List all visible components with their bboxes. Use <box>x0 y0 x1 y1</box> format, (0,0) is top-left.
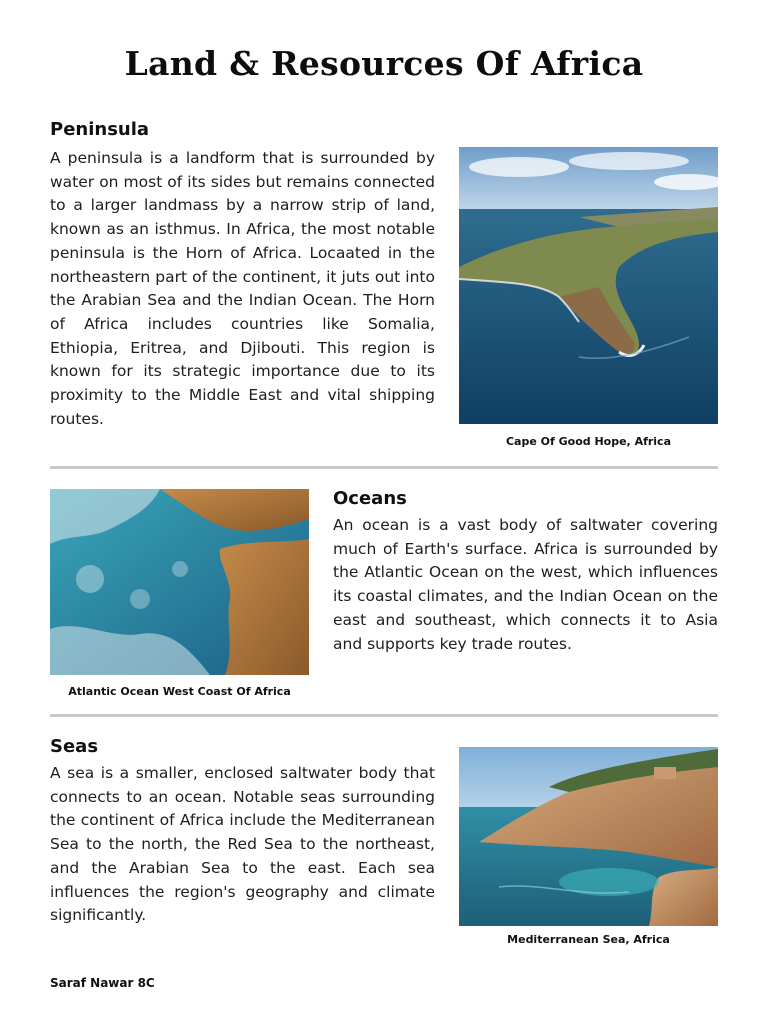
section-heading-peninsula: Peninsula <box>50 119 150 140</box>
cape-of-good-hope-photo <box>459 147 718 424</box>
author-footer: Saraf Nawar 8C <box>50 976 155 990</box>
photo-caption-mediterranean: Mediterranean Sea, Africa <box>507 933 670 946</box>
page-title: Land & Resources Of Africa <box>124 44 644 83</box>
section-divider <box>50 714 718 717</box>
section-heading-seas: Seas <box>50 736 99 757</box>
photo-caption-atlantic: Atlantic Ocean West Coast Of Africa <box>68 685 291 698</box>
mediterranean-sea-photo <box>459 747 718 926</box>
section-divider <box>50 466 718 469</box>
section-text-oceans: An ocean is a vast body of saltwater covering much of Earth's surface. Africa is surrounded by the Atlantic Ocean on the west, which influences its coastal climates, and the Indian Ocean on the east and southeast, which connects it to Asia and supports key trade routes. <box>333 516 718 653</box>
atlantic-ocean-photo <box>50 489 309 675</box>
section-heading-oceans: Oceans <box>333 488 407 509</box>
section-text-peninsula: A peninsula is a landform that is surrounded by water on most of its sides but remains connected to a larger landmass by a narrow strip of land, known as an isthmus. In Africa, the most notable peninsula is the Horn of Africa. Locaated in the northeastern part of the continent, it juts out into the Arabian Sea and the Indian Ocean. The Horn of Africa includes countries like Somalia, Ethiopia, Eritrea, and Djibouti. This region is known for its strategic importance due to its proximity to the Middle East and vital shipping routes. <box>50 149 435 428</box>
photo-caption-cape: Cape Of Good Hope, Africa <box>505 435 672 448</box>
section-text-seas: A sea is a smaller, enclosed saltwater body that connects to an ocean. Notable seas surrounding the continent of Africa include the Mediterranean Sea to the north, the Red Sea to the northeast, and the Arabian Sea to the east. Each sea influences the region's geography and climate significantly. <box>50 764 435 925</box>
